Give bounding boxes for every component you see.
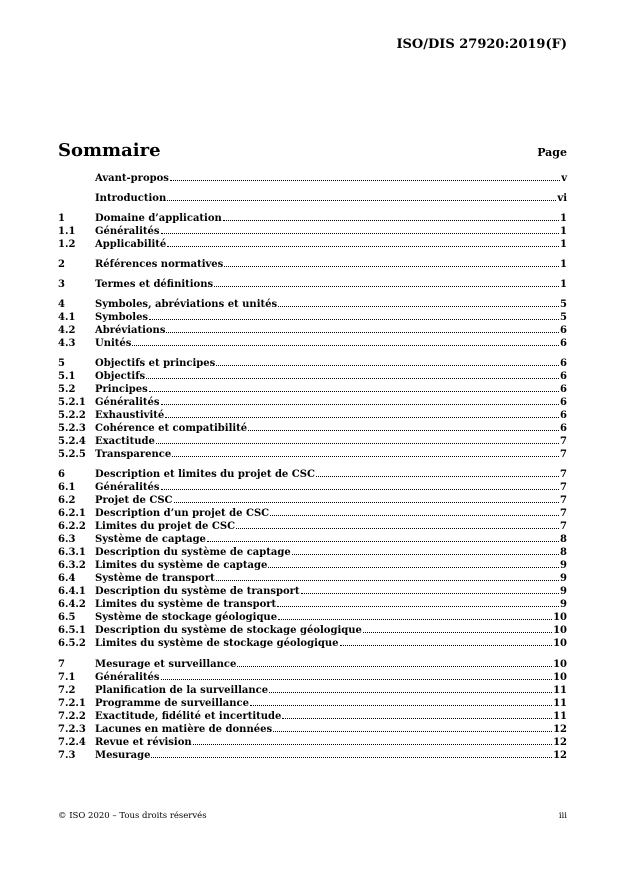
toc-entry-page: 7 xyxy=(560,469,567,480)
toc-entry-page: 12 xyxy=(553,737,567,748)
dot-leader xyxy=(161,233,560,234)
toc-entry-number: 4 xyxy=(58,299,65,310)
toc-entry-page: 1 xyxy=(560,259,567,270)
toc-entry-page: 7 xyxy=(560,508,567,519)
toc-entry[interactable] xyxy=(58,258,567,271)
copyright-notice: © ISO 2020 – Tous droits réservés xyxy=(58,811,207,821)
toc-entry[interactable] xyxy=(58,370,567,383)
dot-leader xyxy=(269,692,552,693)
toc-title: Sommaire xyxy=(58,140,161,161)
toc-entry[interactable] xyxy=(58,736,567,749)
toc-entry-page: 12 xyxy=(553,724,567,735)
dot-leader xyxy=(151,757,552,758)
toc-entry-page: 9 xyxy=(560,586,567,597)
toc-entry-title: Limites du système de transport xyxy=(95,599,277,610)
toc-entry-number: 6.3.2 xyxy=(58,560,86,571)
toc-entry[interactable] xyxy=(58,468,567,481)
toc-entry-page: 6 xyxy=(560,325,567,336)
toc-entry[interactable] xyxy=(58,422,567,435)
toc-entry-title: Planification de la surveillance xyxy=(95,685,269,696)
toc-entry-title: Projet de CSC xyxy=(95,495,173,506)
toc-entry-number: 5.2.2 xyxy=(58,410,86,421)
page-number: iii xyxy=(558,811,567,821)
toc-entry[interactable] xyxy=(58,684,567,697)
toc-entry[interactable] xyxy=(58,324,567,337)
toc-entry[interactable] xyxy=(58,520,567,533)
toc-entry-title: Généralités xyxy=(95,226,160,237)
dot-leader xyxy=(273,731,552,732)
toc-entry-page: 1 xyxy=(560,213,567,224)
toc-entry-page: 6 xyxy=(560,338,567,349)
dot-leader xyxy=(248,430,559,431)
toc-entry[interactable] xyxy=(58,481,567,494)
dot-leader xyxy=(223,220,559,221)
toc-entry-number: 7.2.3 xyxy=(58,724,86,735)
dot-leader xyxy=(224,266,559,267)
toc-entry-title: Description d’un projet de CSC xyxy=(95,508,270,519)
toc-entry-page: 1 xyxy=(560,226,567,237)
toc-entry[interactable] xyxy=(58,238,567,251)
dot-leader xyxy=(237,666,552,667)
toc-entry-title: Principes xyxy=(95,384,148,395)
toc-entry-page: 1 xyxy=(560,239,567,250)
toc-entry-title: Description du système de captage xyxy=(95,547,291,558)
toc-entry-title: Système de captage xyxy=(95,534,206,545)
toc-entry-number: 6.1 xyxy=(58,482,76,493)
dot-leader xyxy=(268,567,559,568)
toc-entry-title: Système de transport xyxy=(95,573,215,584)
toc-entry[interactable] xyxy=(58,311,567,324)
toc-entry-page: 1 xyxy=(560,279,567,290)
toc-entry-title: Lacunes en matière de données xyxy=(95,724,273,735)
toc-entry[interactable] xyxy=(58,278,567,291)
toc-entry-title: Introduction xyxy=(95,193,167,204)
toc-entry-page: 6 xyxy=(560,423,567,434)
toc-entry[interactable] xyxy=(58,494,567,507)
dot-leader xyxy=(363,632,552,633)
toc-entry-number: 4.3 xyxy=(58,338,76,349)
toc-entry-title: Symboles, abréviations et unités xyxy=(95,299,278,310)
toc-entry-page: 8 xyxy=(560,534,567,545)
toc-entry-page: 11 xyxy=(553,685,567,696)
dot-leader xyxy=(146,378,559,379)
toc-entry-number: 6.4.2 xyxy=(58,599,86,610)
toc-page-column-label: Page xyxy=(537,146,567,159)
toc-entry-title: Objectifs et principes xyxy=(95,358,216,369)
toc-entry-title: Revue et révision xyxy=(95,737,192,748)
toc-entry-page: 11 xyxy=(553,711,567,722)
dot-leader xyxy=(166,332,559,333)
toc-entry[interactable] xyxy=(58,507,567,520)
toc-entry-title: Termes et définitions xyxy=(95,279,214,290)
toc-entry[interactable] xyxy=(58,723,567,736)
toc-entry-number: 5.1 xyxy=(58,371,76,382)
toc-entry-title: Exactitude, fidélité et incertitude xyxy=(95,711,282,722)
dot-leader xyxy=(216,580,559,581)
dot-leader xyxy=(156,443,559,444)
toc-entry-number: 6.2.1 xyxy=(58,508,86,519)
toc-entry[interactable] xyxy=(58,637,567,650)
dot-leader xyxy=(292,554,559,555)
toc-entry[interactable] xyxy=(58,435,567,448)
toc-entry-title: Exhaustivité xyxy=(95,410,165,421)
toc-entry[interactable] xyxy=(58,624,567,637)
toc-entry-number: 5.2 xyxy=(58,384,76,395)
dot-leader xyxy=(236,528,559,529)
toc-entry-title: Description et limites du projet de CSC xyxy=(95,469,315,480)
toc-entry-page: 10 xyxy=(553,612,567,623)
toc-entry-page: 8 xyxy=(560,547,567,558)
toc-entry[interactable] xyxy=(58,598,567,611)
toc-entry-page: 6 xyxy=(560,384,567,395)
toc-entry[interactable] xyxy=(58,697,567,710)
dot-leader xyxy=(278,619,552,620)
toc-entry-number: 5.2.5 xyxy=(58,449,86,460)
dot-leader xyxy=(282,718,552,719)
toc-entry-number: 6.2.2 xyxy=(58,521,86,532)
toc-entry[interactable] xyxy=(58,671,567,684)
toc-entry-number: 1.2 xyxy=(58,239,76,250)
toc-entry-page: 7 xyxy=(560,449,567,460)
toc-entry[interactable] xyxy=(58,448,567,461)
toc-entry[interactable] xyxy=(58,212,567,225)
toc-entry-page: 11 xyxy=(553,698,567,709)
toc-entry[interactable] xyxy=(58,585,567,598)
toc-entry-title: Unités xyxy=(95,338,132,349)
toc-entry-title: Programme de surveillance xyxy=(95,698,249,709)
toc-entry-number: 6.5.2 xyxy=(58,638,86,649)
toc-entry-number: 1.1 xyxy=(58,226,76,237)
toc-entry-number: 6.5.1 xyxy=(58,625,86,636)
table-of-contents xyxy=(58,172,567,762)
toc-entry-title: Description du système de transport xyxy=(95,586,300,597)
toc-entry-page: 5 xyxy=(560,299,567,310)
toc-entry-page: 6 xyxy=(560,397,567,408)
toc-entry[interactable] xyxy=(58,298,567,311)
dot-leader xyxy=(340,645,553,646)
toc-entry-page: 10 xyxy=(553,638,567,649)
toc-entry-page: v xyxy=(561,173,567,184)
dot-leader xyxy=(165,417,559,418)
toc-entry[interactable] xyxy=(58,225,567,238)
toc-entry-number: 6.2 xyxy=(58,495,76,506)
toc-entry-title: Cohérence et compatibilité xyxy=(95,423,248,434)
toc-entry[interactable] xyxy=(58,396,567,409)
toc-entry-page: 9 xyxy=(560,573,567,584)
dot-leader xyxy=(172,456,559,457)
dot-leader xyxy=(161,404,560,405)
toc-entry-page: vi xyxy=(557,193,567,204)
toc-entry-title: Limites du système de captage xyxy=(95,560,268,571)
toc-entry[interactable] xyxy=(58,611,567,624)
toc-entry-number: 6.3.1 xyxy=(58,547,86,558)
toc-entry-title: Généralités xyxy=(95,397,160,408)
toc-entry-title: Limites du système de stockage géologique xyxy=(95,638,339,649)
dot-leader xyxy=(301,593,560,594)
toc-entry[interactable] xyxy=(58,409,567,422)
dot-leader xyxy=(149,319,559,320)
toc-entry-number: 7.2.4 xyxy=(58,737,86,748)
toc-entry-page: 7 xyxy=(560,521,567,532)
toc-entry-title: Généralités xyxy=(95,672,160,683)
toc-entry-page: 9 xyxy=(560,560,567,571)
toc-entry-title: Applicabilité xyxy=(95,239,167,250)
toc-entry[interactable] xyxy=(58,337,567,350)
dot-leader xyxy=(167,200,556,201)
toc-entry-number: 1 xyxy=(58,213,65,224)
toc-entry-number: 2 xyxy=(58,259,65,270)
toc-entry-number: 6.5 xyxy=(58,612,76,623)
toc-entry-title: Objectifs xyxy=(95,371,146,382)
toc-entry-page: 6 xyxy=(560,410,567,421)
dot-leader xyxy=(250,705,552,706)
dot-leader xyxy=(161,679,553,680)
toc-entry-page: 7 xyxy=(560,436,567,447)
toc-entry-page: 10 xyxy=(553,672,567,683)
dot-leader xyxy=(216,365,559,366)
dot-leader xyxy=(161,489,560,490)
toc-entry-title: Limites du projet de CSC xyxy=(95,521,236,532)
toc-entry[interactable] xyxy=(58,172,567,185)
dot-leader xyxy=(170,180,560,181)
toc-entry-title: Avant-propos xyxy=(95,173,169,184)
document-id: ISO/DIS 27920:2019(F) xyxy=(396,37,567,52)
dot-leader xyxy=(214,286,559,287)
toc-entry-page: 6 xyxy=(560,371,567,382)
dot-leader xyxy=(316,476,559,477)
toc-entry-number: 7.2 xyxy=(58,685,76,696)
dot-leader xyxy=(277,606,559,607)
toc-entry-number: 7.2.1 xyxy=(58,698,86,709)
toc-entry-number: 5.2.4 xyxy=(58,436,86,447)
toc-entry-page: 12 xyxy=(553,750,567,761)
toc-entry-number: 7.2.2 xyxy=(58,711,86,722)
dot-leader xyxy=(174,502,560,503)
toc-entry-title: Description du système de stockage géologique xyxy=(95,625,362,636)
toc-entry-number: 5.2.1 xyxy=(58,397,86,408)
toc-entry-number: 7.1 xyxy=(58,672,76,683)
toc-entry[interactable] xyxy=(58,749,567,762)
toc-entry-number: 6.3 xyxy=(58,534,76,545)
toc-entry-title: Mesurage xyxy=(95,750,151,761)
toc-entry-page: 9 xyxy=(560,599,567,610)
toc-entry-number: 3 xyxy=(58,279,65,290)
dot-leader xyxy=(270,515,559,516)
dot-leader xyxy=(132,345,559,346)
toc-entry[interactable] xyxy=(58,710,567,723)
toc-entry-title: Mesurage et surveillance xyxy=(95,659,237,670)
dot-leader xyxy=(278,306,559,307)
toc-entry-number: 6.4.1 xyxy=(58,586,86,597)
dot-leader xyxy=(207,541,559,542)
toc-entry-page: 10 xyxy=(553,625,567,636)
toc-entry[interactable] xyxy=(58,192,567,205)
toc-entry-title: Domaine d’application xyxy=(95,213,222,224)
toc-entry-number: 7 xyxy=(58,659,65,670)
toc-entry-page: 7 xyxy=(560,495,567,506)
toc-entry-number: 6 xyxy=(58,469,65,480)
toc-entry-title: Généralités xyxy=(95,482,160,493)
toc-entry-number: 4.2 xyxy=(58,325,76,336)
toc-entry-title: Transparence xyxy=(95,449,172,460)
toc-entry[interactable] xyxy=(58,357,567,370)
toc-entry-title: Système de stockage géologique xyxy=(95,612,278,623)
toc-entry-number: 5 xyxy=(58,358,65,369)
toc-entry-page: 10 xyxy=(553,659,567,670)
toc-entry-title: Exactitude xyxy=(95,436,155,447)
toc-entry[interactable] xyxy=(58,559,567,572)
toc-entry-title: Références normatives xyxy=(95,259,224,270)
toc-entry-title: Symboles xyxy=(95,312,149,323)
toc-entry-page: 6 xyxy=(560,358,567,369)
toc-entry[interactable] xyxy=(58,533,567,546)
dot-leader xyxy=(167,246,559,247)
toc-entry-number: 5.2.3 xyxy=(58,423,86,434)
toc-entry-number: 6.4 xyxy=(58,573,76,584)
dot-leader xyxy=(149,391,559,392)
toc-entry-page: 7 xyxy=(560,482,567,493)
toc-entry-page: 5 xyxy=(560,312,567,323)
toc-entry[interactable] xyxy=(58,658,567,671)
toc-entry[interactable] xyxy=(58,546,567,559)
toc-entry[interactable] xyxy=(58,383,567,396)
toc-entry-number: 4.1 xyxy=(58,312,76,323)
toc-entry-number: 7.3 xyxy=(58,750,76,761)
dot-leader xyxy=(193,744,552,745)
page-footer xyxy=(58,811,567,821)
toc-entry[interactable] xyxy=(58,572,567,585)
toc-entry-title: Abréviations xyxy=(95,325,166,336)
